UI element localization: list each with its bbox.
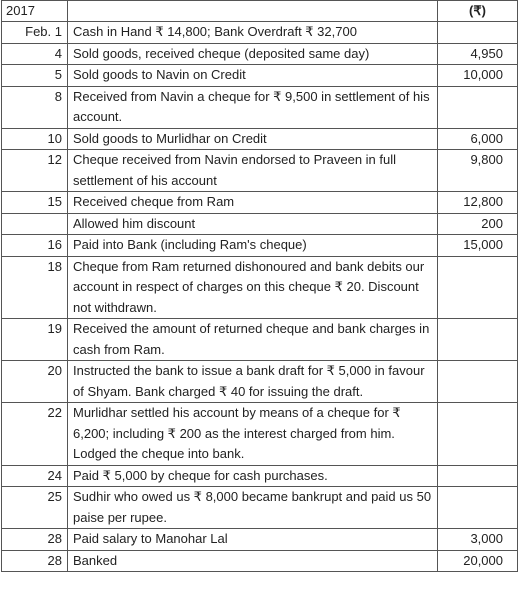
row-amount xyxy=(438,361,518,403)
row-date: Feb. 1 xyxy=(2,22,68,44)
table-row xyxy=(2,256,518,319)
table-row xyxy=(2,150,518,192)
row-date: 16 xyxy=(2,235,68,257)
row-amount xyxy=(438,403,518,466)
row-amount: 4,950 xyxy=(438,43,518,65)
table-row xyxy=(2,550,518,572)
row-particulars: Cheque received from Navin endorsed to Praveen in full settlement of his account xyxy=(68,150,438,192)
row-date: 4 xyxy=(2,43,68,65)
row-date: 25 xyxy=(2,487,68,529)
row-date: 15 xyxy=(2,192,68,214)
row-particulars: Instructed the bank to issue a bank draft for ₹ 5,000 in favour of Shyam. Bank charged ₹ 40 for issuing the draft. xyxy=(68,361,438,403)
row-particulars: Cash in Hand ₹ 14,800; Bank Overdraft ₹ 32,700 xyxy=(68,22,438,44)
row-amount xyxy=(438,487,518,529)
table-row xyxy=(2,213,518,235)
row-date: 8 xyxy=(2,86,68,128)
row-particulars: Banked xyxy=(68,550,438,572)
table-row xyxy=(2,319,518,361)
row-amount: 6,000 xyxy=(438,128,518,150)
row-particulars: Cheque from Ram returned dishonoured and bank debits our account in respect of charges on this cheque ₹ 20. Discount not withdrawn. xyxy=(68,256,438,319)
transactions-table-container xyxy=(1,0,517,597)
row-date: 22 xyxy=(2,403,68,466)
amount-unit-header: (₹) xyxy=(438,1,518,22)
row-particulars: Sold goods, received cheque (deposited same day) xyxy=(68,43,438,65)
transactions-table xyxy=(1,0,518,572)
table-row xyxy=(2,43,518,65)
row-amount: 3,000 xyxy=(438,529,518,551)
table-header-row xyxy=(2,1,518,22)
row-amount xyxy=(438,256,518,319)
table-row xyxy=(2,128,518,150)
row-date: 20 xyxy=(2,361,68,403)
row-date: 5 xyxy=(2,65,68,87)
row-amount xyxy=(438,86,518,128)
table-row xyxy=(2,192,518,214)
row-particulars: Paid salary to Manohar Lal xyxy=(68,529,438,551)
table-row xyxy=(2,86,518,128)
row-particulars: Paid ₹ 5,000 by cheque for cash purchases. xyxy=(68,465,438,487)
row-amount: 12,800 xyxy=(438,192,518,214)
row-particulars: Sold goods to Navin on Credit xyxy=(68,65,438,87)
row-particulars: Sold goods to Murlidhar on Credit xyxy=(68,128,438,150)
row-date: 10 xyxy=(2,128,68,150)
row-amount xyxy=(438,319,518,361)
row-date: 18 xyxy=(2,256,68,319)
row-amount xyxy=(438,22,518,44)
row-amount: 15,000 xyxy=(438,235,518,257)
year-header: 2017 xyxy=(2,1,68,22)
table-row xyxy=(2,22,518,44)
row-date: 19 xyxy=(2,319,68,361)
row-particulars: Paid into Bank (including Ram's cheque) xyxy=(68,235,438,257)
row-date: 28 xyxy=(2,529,68,551)
row-amount: 9,800 xyxy=(438,150,518,192)
table-row xyxy=(2,235,518,257)
row-date xyxy=(2,213,68,235)
table-row xyxy=(2,487,518,529)
table-row xyxy=(2,465,518,487)
row-particulars: Sudhir who owed us ₹ 8,000 became bankrupt and paid us 50 paise per rupee. xyxy=(68,487,438,529)
row-date: 28 xyxy=(2,550,68,572)
row-date: 24 xyxy=(2,465,68,487)
row-particulars: Received the amount of returned cheque and bank charges in cash from Ram. xyxy=(68,319,438,361)
table-row xyxy=(2,361,518,403)
row-particulars: Allowed him discount xyxy=(68,213,438,235)
row-amount: 20,000 xyxy=(438,550,518,572)
row-particulars: Received from Navin a cheque for ₹ 9,500 in settlement of his account. xyxy=(68,86,438,128)
row-date: 12 xyxy=(2,150,68,192)
particulars-header xyxy=(68,1,438,22)
table-row xyxy=(2,65,518,87)
row-amount xyxy=(438,465,518,487)
row-particulars: Received cheque from Ram xyxy=(68,192,438,214)
row-particulars: Murlidhar settled his account by means of a cheque for ₹ 6,200; including ₹ 200 as the interest charged from him. Lodged the cheque into bank. xyxy=(68,403,438,466)
row-amount: 10,000 xyxy=(438,65,518,87)
row-amount: 200 xyxy=(438,213,518,235)
table-row xyxy=(2,529,518,551)
table-row xyxy=(2,403,518,466)
